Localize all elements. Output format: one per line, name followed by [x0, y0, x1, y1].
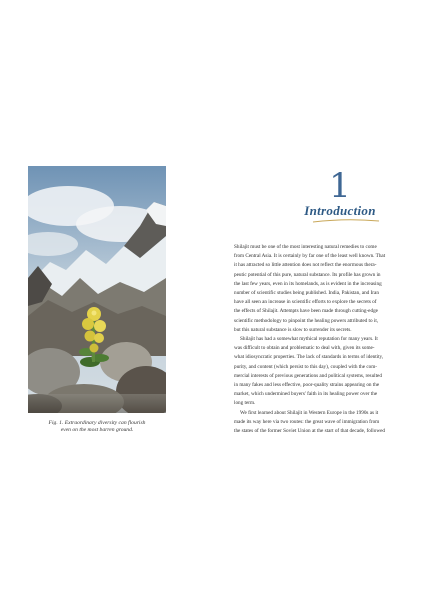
paragraph — [234, 243, 412, 335]
text-line: long term. — [234, 400, 256, 407]
text-line: it has attracted so little attention does not reflect the enormous thera- — [234, 262, 377, 269]
text-line: mercial interests of previous generations and political systems, resulted — [234, 372, 382, 379]
text-line: in many fakes and less effective, poor-quality strains appearing on the — [234, 382, 380, 389]
text-line: We first learned about Shilajit in Western Europe in the 1990s as it — [240, 409, 379, 416]
text-line: have all seen an increase in scientific efforts to explore the secrets of — [234, 299, 377, 306]
text-line: the states of the former Soviet Union at the start of that decade, followed — [234, 428, 385, 435]
text-line: market, which undermined buyers' faith in its healing power over the — [234, 391, 378, 398]
figure-caption — [26, 420, 168, 435]
text-line: the last few years, even in its homelands, as is evident in the increasing — [234, 280, 382, 287]
caption-line: even on the most barren ground. — [60, 427, 134, 434]
text-line: was difficult to obtain and problematic to deal with, given its some- — [234, 345, 375, 352]
text-line: what idiosyncratic properties. The lack of standards in terms of identity, — [234, 354, 384, 361]
paragraph — [234, 409, 412, 437]
mountain-flower-photo — [28, 166, 166, 413]
chapter-number: 1 — [329, 166, 351, 206]
text-line: the effects of Shilajit. Attempts have been made through cutting-edge — [234, 308, 378, 315]
text-line: but this natural substance is slow to surrender its secrets. — [234, 326, 352, 333]
text-line: scientific methodology to pinpoint the healing powers attributed to it, — [234, 317, 379, 324]
text-line: number of scientific studies being published. India, Pakistan, and Iran — [234, 290, 379, 297]
text-line: purity, and content (which persist to this day), coupled with the com- — [234, 363, 378, 370]
title-flourish-decoration — [311, 218, 381, 224]
text-line: Shilajit must be one of the most interesting natural remedies to come — [234, 244, 377, 250]
text-line: from Central Asia. It is certainly by far one of the least well known. That — [234, 253, 386, 260]
paragraph — [234, 335, 412, 409]
text-line: peutic potential of this pure, natural substance. Its profile has grown in — [234, 271, 381, 278]
chapter-body-text — [234, 243, 412, 436]
mountain-flower-illustration — [28, 166, 166, 413]
text-line: Shilajit has had a somewhat mythical reputation for many years. It — [240, 336, 378, 343]
caption-line: Fig. 1. Extraordinary diversity can flourish — [48, 420, 146, 426]
chapter-title: Introduction — [304, 203, 376, 218]
text-line: made its way here via two routes: the great wave of immigration from — [234, 418, 380, 425]
